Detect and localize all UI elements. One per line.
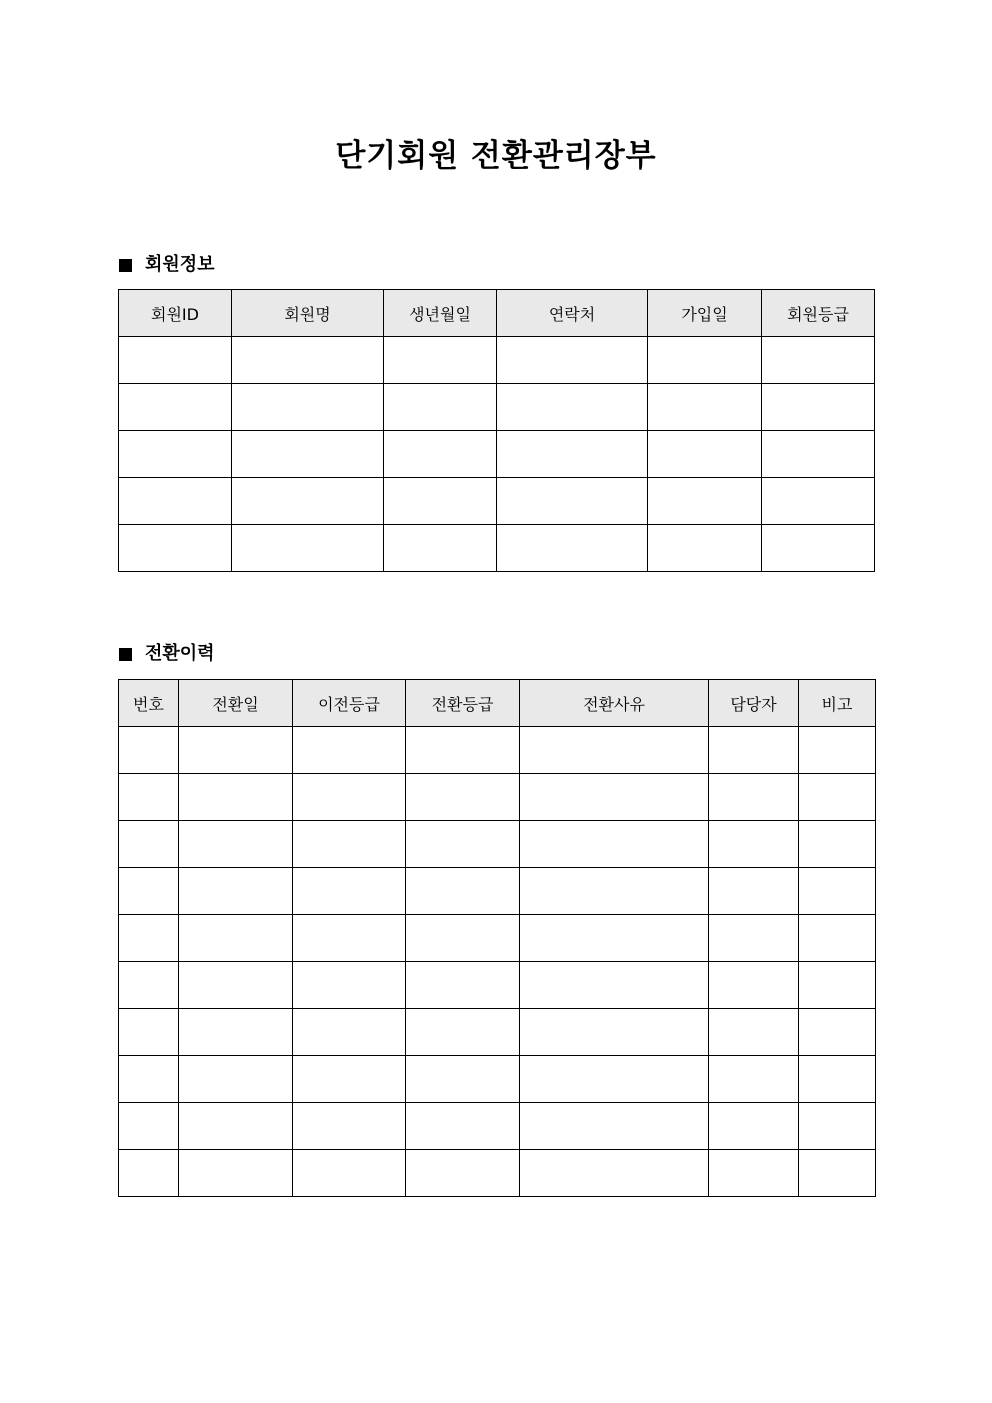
number-cell[interactable] xyxy=(119,1150,179,1197)
number-cell[interactable] xyxy=(119,1009,179,1056)
table-row xyxy=(119,525,875,572)
previous-grade-cell[interactable] xyxy=(293,1150,406,1197)
previous-grade-cell[interactable] xyxy=(293,774,406,821)
remarks-cell[interactable] xyxy=(799,915,876,962)
column-header-member-id: 회원ID xyxy=(119,290,232,337)
number-cell[interactable] xyxy=(119,821,179,868)
column-header-conversion-date: 전환일 xyxy=(179,680,293,727)
column-header-birthdate: 생년월일 xyxy=(384,290,497,337)
contact-cell[interactable] xyxy=(497,478,648,525)
number-cell[interactable] xyxy=(119,1056,179,1103)
table-row xyxy=(119,774,876,821)
contact-cell[interactable] xyxy=(497,525,648,572)
new-grade-cell[interactable] xyxy=(406,868,520,915)
column-header-conversion-reason: 전환사유 xyxy=(520,680,709,727)
previous-grade-cell[interactable] xyxy=(293,1056,406,1103)
remarks-cell[interactable] xyxy=(799,1056,876,1103)
contact-cell[interactable] xyxy=(497,337,648,384)
table-row xyxy=(119,1056,876,1103)
member-name-cell[interactable] xyxy=(232,478,384,525)
member-id-cell[interactable] xyxy=(119,478,232,525)
column-header-remarks: 비고 xyxy=(799,680,876,727)
conversion-date-cell[interactable] xyxy=(179,962,293,1009)
member-grade-cell[interactable] xyxy=(762,337,875,384)
conversion-reason-cell[interactable] xyxy=(520,821,709,868)
conversion-date-cell[interactable] xyxy=(179,821,293,868)
remarks-cell[interactable] xyxy=(799,868,876,915)
table-row xyxy=(119,384,875,431)
column-header-member-name: 회원명 xyxy=(232,290,384,337)
conversion-reason-cell[interactable] xyxy=(520,868,709,915)
member-grade-cell[interactable] xyxy=(762,525,875,572)
birthdate-cell[interactable] xyxy=(384,525,497,572)
new-grade-cell[interactable] xyxy=(406,1056,520,1103)
new-grade-cell[interactable] xyxy=(406,915,520,962)
birthdate-cell[interactable] xyxy=(384,337,497,384)
conversion-date-cell[interactable] xyxy=(179,1103,293,1150)
table-row xyxy=(119,337,875,384)
history-section-title: 전환이력 xyxy=(145,643,215,664)
new-grade-cell[interactable] xyxy=(406,774,520,821)
join-date-cell[interactable] xyxy=(648,431,762,478)
manager-cell[interactable] xyxy=(709,774,799,821)
number-cell[interactable] xyxy=(119,962,179,1009)
contact-cell[interactable] xyxy=(497,384,648,431)
member-id-cell[interactable] xyxy=(119,337,232,384)
conversion-reason-cell[interactable] xyxy=(520,1009,709,1056)
number-cell[interactable] xyxy=(119,774,179,821)
table-header-row xyxy=(119,680,876,727)
remarks-cell[interactable] xyxy=(799,727,876,774)
join-date-cell[interactable] xyxy=(648,384,762,431)
table-row xyxy=(119,962,876,1009)
table-row xyxy=(119,478,875,525)
table-row xyxy=(119,727,876,774)
column-header-new-grade: 전환등급 xyxy=(406,680,520,727)
member-name-cell[interactable] xyxy=(232,384,384,431)
member-section-title: 회원정보 xyxy=(145,254,215,275)
manager-cell[interactable] xyxy=(709,962,799,1009)
conversion-reason-cell[interactable] xyxy=(520,962,709,1009)
member-id-cell[interactable] xyxy=(119,431,232,478)
member-grade-cell[interactable] xyxy=(762,384,875,431)
new-grade-cell[interactable] xyxy=(406,1009,520,1056)
previous-grade-cell[interactable] xyxy=(293,868,406,915)
conversion-date-cell[interactable] xyxy=(179,1009,293,1056)
manager-cell[interactable] xyxy=(709,915,799,962)
number-cell[interactable] xyxy=(119,1103,179,1150)
manager-cell[interactable] xyxy=(709,868,799,915)
conversion-date-cell[interactable] xyxy=(179,1056,293,1103)
column-header-previous-grade: 이전등급 xyxy=(293,680,406,727)
column-header-join-date: 가입일 xyxy=(648,290,762,337)
join-date-cell[interactable] xyxy=(648,525,762,572)
number-cell[interactable] xyxy=(119,727,179,774)
member-grade-cell[interactable] xyxy=(762,478,875,525)
remarks-cell[interactable] xyxy=(799,1150,876,1197)
column-header-manager: 담당자 xyxy=(709,680,799,727)
previous-grade-cell[interactable] xyxy=(293,1103,406,1150)
member-section-heading xyxy=(119,253,215,277)
table-row xyxy=(119,1009,876,1056)
table-row xyxy=(119,1103,876,1150)
table-row xyxy=(119,821,876,868)
conversion-date-cell[interactable] xyxy=(179,868,293,915)
birthdate-cell[interactable] xyxy=(384,384,497,431)
member-info-table xyxy=(118,289,875,572)
column-header-contact: 연락처 xyxy=(497,290,648,337)
previous-grade-cell[interactable] xyxy=(293,915,406,962)
manager-cell[interactable] xyxy=(709,1056,799,1103)
table-header-row xyxy=(119,290,875,337)
history-section-heading xyxy=(119,642,215,666)
conversion-date-cell[interactable] xyxy=(179,915,293,962)
member-name-cell[interactable] xyxy=(232,525,384,572)
previous-grade-cell[interactable] xyxy=(293,962,406,1009)
previous-grade-cell[interactable] xyxy=(293,1009,406,1056)
square-bullet-icon xyxy=(119,648,132,661)
conversion-reason-cell[interactable] xyxy=(520,1056,709,1103)
column-header-member-grade: 회원등급 xyxy=(762,290,875,337)
conversion-date-cell[interactable] xyxy=(179,1150,293,1197)
manager-cell[interactable] xyxy=(709,1103,799,1150)
new-grade-cell[interactable] xyxy=(406,727,520,774)
table-row xyxy=(119,868,876,915)
birthdate-cell[interactable] xyxy=(384,431,497,478)
conversion-date-cell[interactable] xyxy=(179,727,293,774)
manager-cell[interactable] xyxy=(709,821,799,868)
number-cell[interactable] xyxy=(119,868,179,915)
remarks-cell[interactable] xyxy=(799,774,876,821)
member-id-cell[interactable] xyxy=(119,525,232,572)
new-grade-cell[interactable] xyxy=(406,1103,520,1150)
table-row xyxy=(119,915,876,962)
previous-grade-cell[interactable] xyxy=(293,727,406,774)
member-name-cell[interactable] xyxy=(232,337,384,384)
member-id-cell[interactable] xyxy=(119,384,232,431)
conversion-reason-cell[interactable] xyxy=(520,727,709,774)
join-date-cell[interactable] xyxy=(648,478,762,525)
square-bullet-icon xyxy=(119,259,132,272)
member-name-cell[interactable] xyxy=(232,431,384,478)
previous-grade-cell[interactable] xyxy=(293,821,406,868)
remarks-cell[interactable] xyxy=(799,1009,876,1056)
new-grade-cell[interactable] xyxy=(406,962,520,1009)
document-title: 단기회원 전환관리장부 xyxy=(335,138,657,174)
conversion-reason-cell[interactable] xyxy=(520,915,709,962)
remarks-cell[interactable] xyxy=(799,962,876,1009)
manager-cell[interactable] xyxy=(709,1150,799,1197)
conversion-history-table xyxy=(118,679,876,1197)
conversion-date-cell[interactable] xyxy=(179,774,293,821)
conversion-reason-cell[interactable] xyxy=(520,1103,709,1150)
table-row xyxy=(119,431,875,478)
join-date-cell[interactable] xyxy=(648,337,762,384)
birthdate-cell[interactable] xyxy=(384,478,497,525)
new-grade-cell[interactable] xyxy=(406,1150,520,1197)
manager-cell[interactable] xyxy=(709,727,799,774)
new-grade-cell[interactable] xyxy=(406,821,520,868)
conversion-reason-cell[interactable] xyxy=(520,1150,709,1197)
contact-cell[interactable] xyxy=(497,431,648,478)
table-row xyxy=(119,1150,876,1197)
column-header-number: 번호 xyxy=(119,680,179,727)
conversion-reason-cell[interactable] xyxy=(520,774,709,821)
number-cell[interactable] xyxy=(119,915,179,962)
remarks-cell[interactable] xyxy=(799,821,876,868)
remarks-cell[interactable] xyxy=(799,1103,876,1150)
member-grade-cell[interactable] xyxy=(762,431,875,478)
manager-cell[interactable] xyxy=(709,1009,799,1056)
